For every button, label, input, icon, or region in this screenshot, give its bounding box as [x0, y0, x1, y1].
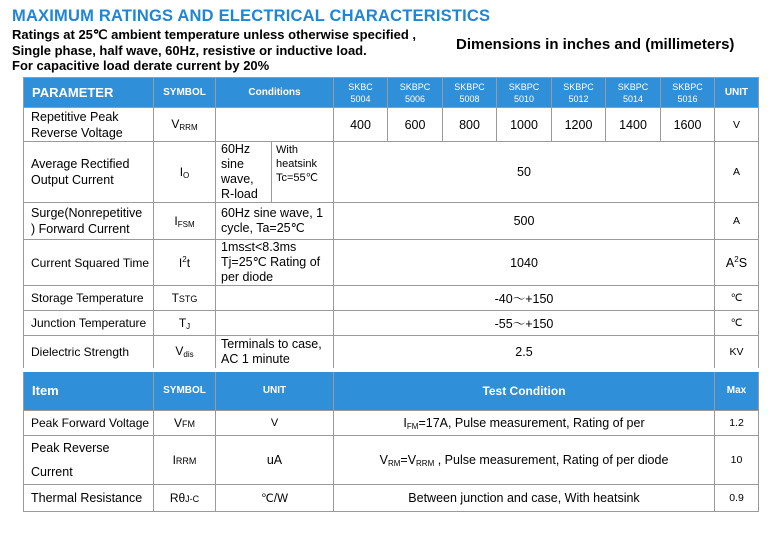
col-header-symbol: SYMBOL: [154, 78, 216, 108]
unit-cell: A: [715, 142, 759, 203]
symbol-cell: $V_{RRM}$: [154, 108, 216, 142]
value-cell: -40～+150: [334, 286, 715, 311]
unit-cell: uA: [216, 436, 334, 485]
unit-cell: ℃: [715, 311, 759, 336]
conditions-cell: 60Hz sine wave, 1 cycle, Ta=25℃: [216, 203, 334, 240]
symbol-cell: $I_O$: [154, 142, 216, 203]
table-row: [24, 485, 759, 512]
table-row: [24, 240, 759, 286]
ratings-note: [12, 27, 416, 74]
col-header-test-condition: Test Condition: [334, 370, 715, 411]
conditions-cell: Terminals to case, AC 1 minute: [216, 336, 334, 370]
value-cell: 500: [334, 203, 715, 240]
max-cell: 1.2: [715, 411, 759, 436]
ratings-line: Single phase, half wave, 60Hz, resistive or inductive load.: [12, 42, 367, 58]
test-condition-cell: $I_{FM}=17A$, Pulse measurement, Rating of per: [334, 411, 715, 436]
col-header-model: SKBPC 5006: [388, 78, 443, 108]
col-header-conditions: Conditions: [216, 78, 334, 108]
table-row: [24, 203, 759, 240]
value-cell: 1040: [334, 240, 715, 286]
ratings-line: For capacitive load derate current by 20%: [12, 58, 270, 73]
conditions-cell: With heatsink Tc=55℃: [272, 142, 334, 203]
symbol-cell: $I^2t$: [154, 240, 216, 286]
symbol-cell: TSTG: [154, 286, 216, 311]
value-cell: 1600: [661, 108, 715, 142]
unit-cell: $A^2S$: [715, 240, 759, 286]
conditions-cell: 1ms≤t<8.3ms Tj=25℃ Rating of per diode: [216, 240, 334, 286]
col-header-model: SKBPC 5014: [606, 78, 661, 108]
table-row: [24, 286, 759, 311]
table-row: [24, 142, 759, 203]
parameter-cell: Dielectric Strength: [24, 336, 154, 370]
conditions-cell: 60Hz sine wave, R-load: [216, 142, 272, 203]
symbol-cell: RθJ-C: [154, 485, 216, 512]
item-cell: Peak Reverse Current: [24, 436, 154, 485]
item-cell: Thermal Resistance: [24, 485, 154, 512]
col-header-model: SKBPC 5010: [497, 78, 552, 108]
col-header-unit: UNIT: [715, 78, 759, 108]
table-row: [24, 436, 759, 485]
table-row: [24, 336, 759, 370]
symbol-cell: $V_{dis}$: [154, 336, 216, 370]
page-title: MAXIMUM RATINGS AND ELECTRICAL CHARACTERISTICS: [12, 7, 491, 25]
table-row: [24, 411, 759, 436]
characteristics-table: [23, 77, 759, 512]
col-header-model: SKBPC 5008: [443, 78, 497, 108]
item-cell: Peak Forward Voltage: [24, 411, 154, 436]
conditions-cell: [216, 311, 334, 336]
unit-cell: ℃/W: [216, 485, 334, 512]
value-cell: 2.5: [334, 336, 715, 370]
value-cell: 1200: [552, 108, 606, 142]
max-cell: 10: [715, 436, 759, 485]
conditions-cell: [216, 108, 334, 142]
symbol-cell: $T_J$: [154, 311, 216, 336]
value-cell: 400: [334, 108, 388, 142]
max-cell: 0.9: [715, 485, 759, 512]
value-cell: 50: [334, 142, 715, 203]
unit-cell: V: [216, 411, 334, 436]
col-header-model: SKBPC 5012: [552, 78, 606, 108]
value-cell: 1400: [606, 108, 661, 142]
unit-cell: ℃: [715, 286, 759, 311]
value-cell: 1000: [497, 108, 552, 142]
test-condition-cell: Between junction and case, With heatsink: [334, 485, 715, 512]
conditions-cell: [216, 286, 334, 311]
parameter-cell: Surge(Nonrepetitive ) Forward Current: [24, 203, 154, 240]
unit-cell: V: [715, 108, 759, 142]
value-cell: 600: [388, 108, 443, 142]
col-header-symbol: SYMBOL: [154, 370, 216, 411]
symbol-cell: $I_{FSM}$: [154, 203, 216, 240]
value-cell: 800: [443, 108, 497, 142]
symbol-cell: VFM: [154, 411, 216, 436]
parameter-cell: Average Rectified Output Current: [24, 142, 154, 203]
value-cell: -55～+150: [334, 311, 715, 336]
test-condition-cell: $V_{RM}=V_{RRM}$ , Pulse measurement, Rating of per diode: [334, 436, 715, 485]
col-header-model: SKBPC 5016: [661, 78, 715, 108]
dimensions-note: Dimensions in inches and (millimeters): [456, 36, 735, 53]
col-header-parameter: PARAMETER: [24, 78, 154, 108]
table-row: [24, 108, 759, 142]
col-header-model: SKBC 5004: [334, 78, 388, 108]
ratings-line: Ratings at 25℃ ambient temperature unless otherwise specified ,: [12, 27, 416, 42]
parameter-cell: Junction Temperature: [24, 311, 154, 336]
unit-cell: KV: [715, 336, 759, 370]
parameter-cell: Current Squared Time: [24, 240, 154, 286]
unit-cell: A: [715, 203, 759, 240]
symbol-cell: IRRM: [154, 436, 216, 485]
col-header-item: Item: [24, 370, 154, 411]
parameter-cell: Storage Temperature: [24, 286, 154, 311]
table1-header-row: [24, 78, 759, 108]
table-row: [24, 311, 759, 336]
table2-header-row: [24, 370, 759, 411]
col-header-unit: UNIT: [216, 370, 334, 411]
parameter-cell: Repetitive Peak Reverse Voltage: [24, 108, 154, 142]
col-header-max: Max: [715, 370, 759, 411]
